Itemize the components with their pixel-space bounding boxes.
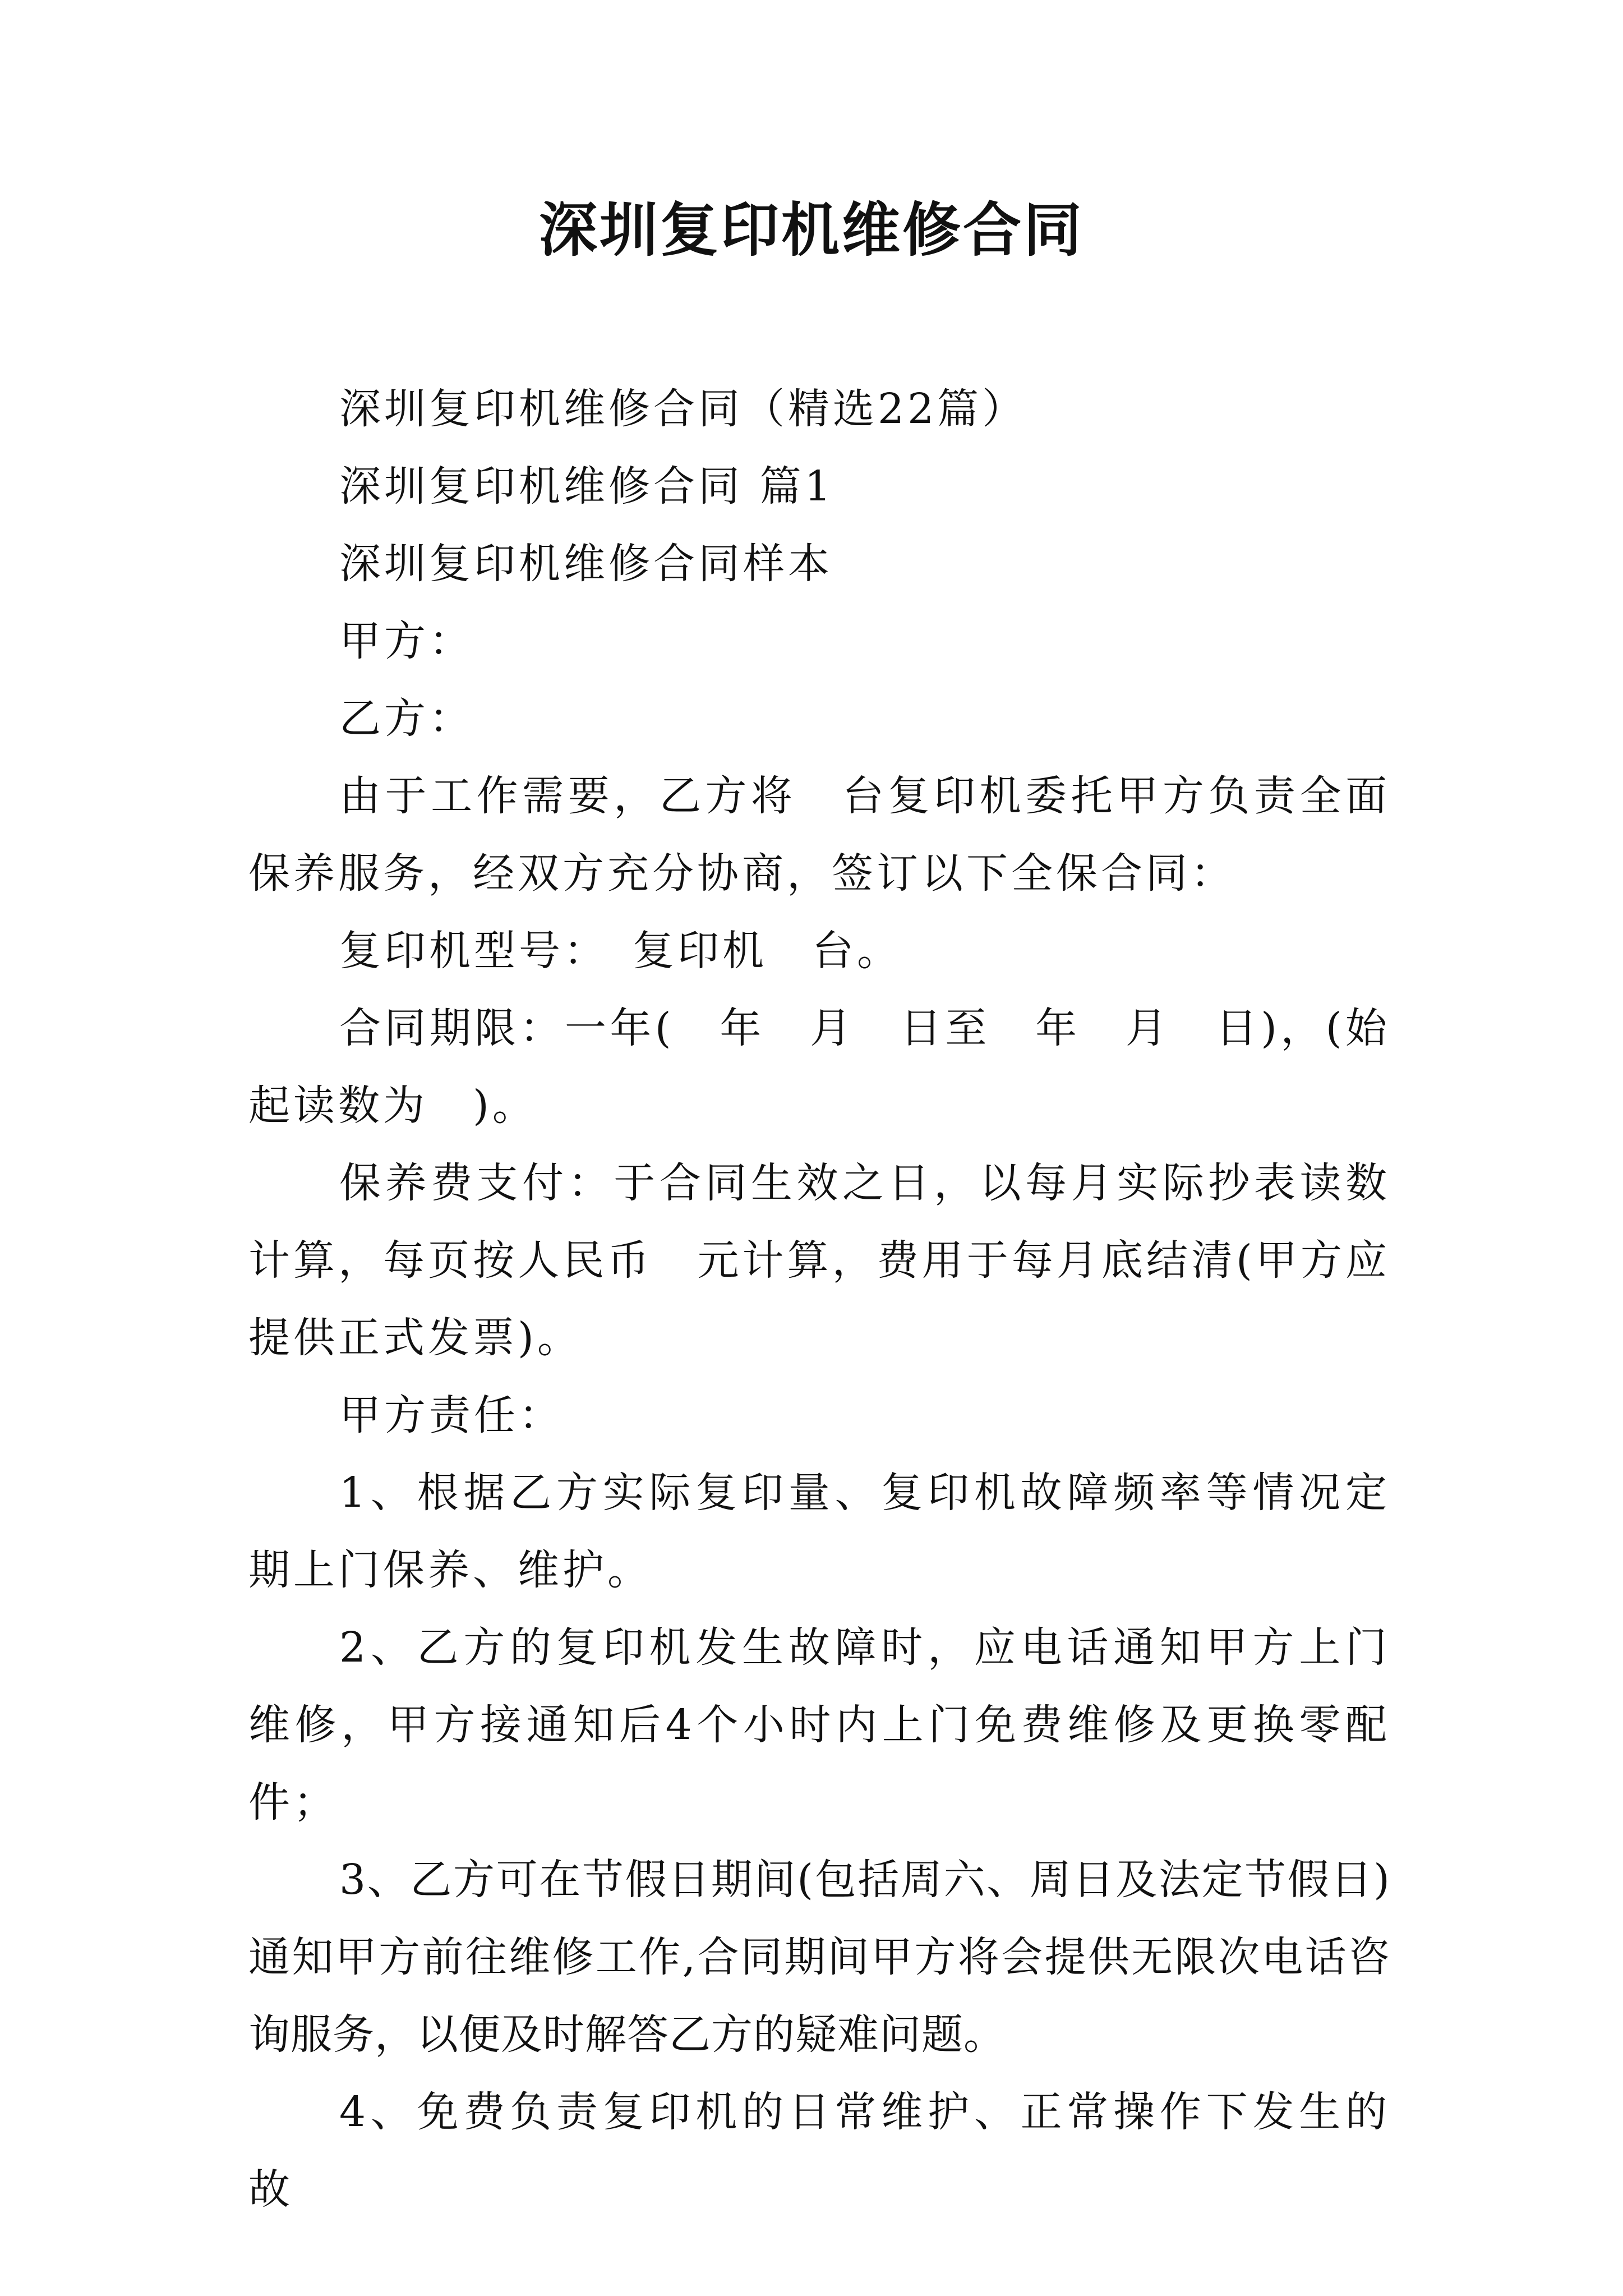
- paragraph-duty-3: 3、乙方可在节假日期间(包括周六、周日及法定节假日)通知甲方前往维修工作,合同期间甲方将会提供无限次电话咨询服务，以便及时解答乙方的疑难问题。: [248, 1856, 1390, 2059]
- paragraph-term: 合同期限：一年( 年 月 日至 年 月 日)，(始起读数为 )。: [248, 1004, 1390, 1130]
- paragraph-sample-heading: 深圳复印机维修合同样本: [339, 540, 833, 588]
- paragraph-party-a-duties: 甲方责任：: [339, 1391, 564, 1439]
- paragraph-model: 复印机型号： 复印机 台。: [339, 927, 902, 975]
- paragraph-collection-title: 深圳复印机维修合同（精选22篇）: [339, 385, 1027, 433]
- paragraph-duty-4: 4、免费负责复印机的日常维护、正常操作下发生的故: [248, 2088, 1390, 2214]
- document-title: 深圳复印机维修合同: [538, 195, 1084, 264]
- paragraph-duty-1: 1、根据乙方实际复印量、复印机故障频率等情况定期上门保养、维护。: [248, 1469, 1390, 1594]
- paragraph-party-b: 乙方：: [339, 694, 474, 743]
- document-body: [248, 370, 1390, 2228]
- paragraph-payment: 保养费支付：于合同生效之日，以每月实际抄表读数计算，每页按人民币 元计算，费用于每月底结清(甲方应提供正式发票)。: [248, 1159, 1390, 1362]
- paragraph-party-a: 甲方：: [339, 617, 474, 665]
- paragraph-duty-2: 2、乙方的复印机发生故障时，应电话通知甲方上门维修，甲方接通知后4个小时内上门免费维修及更换零配件；: [248, 1623, 1390, 1826]
- paragraph-section-heading: 深圳复印机维修合同 篇1: [339, 462, 834, 510]
- paragraph-intro: 由于工作需要，乙方将 台复印机委托甲方负责全面保养服务，经双方充分协商，签订以下全保合同：: [248, 772, 1390, 898]
